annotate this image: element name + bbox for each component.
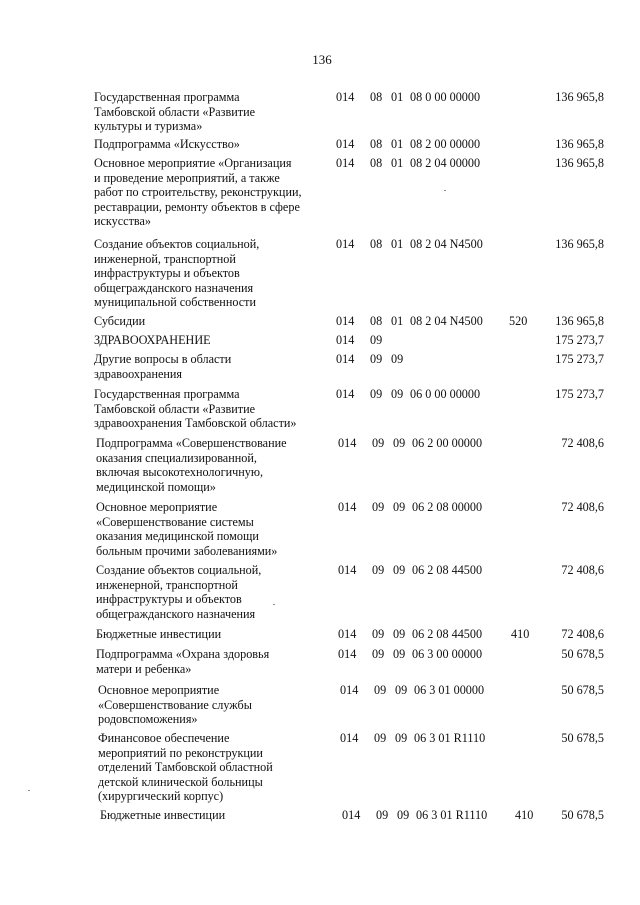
row-description: Бюджетные инвестиции <box>96 627 222 641</box>
target-article-code: 08 0 00 00000 <box>410 90 481 104</box>
vedomstvo-code: 014 <box>336 137 355 151</box>
podrazdel-code: 01 <box>391 137 404 151</box>
row-description: ЗДРАВООХРАНЕНИЕ <box>94 333 211 347</box>
target-article-code: 08 2 04 N4500 <box>410 237 483 251</box>
expense-type-code: 520 <box>509 314 528 328</box>
amount-value: 72 408,6 <box>561 500 604 514</box>
target-article-code: 06 3 01 R1110 <box>414 731 486 745</box>
target-article-code: 06 0 00 00000 <box>410 387 481 401</box>
podrazdel-code: 09 <box>393 436 406 450</box>
podrazdel-code: 01 <box>391 90 404 104</box>
target-article-code: 06 3 00 00000 <box>412 647 483 661</box>
vedomstvo-code: 014 <box>340 683 359 697</box>
amount-value: 50 678,5 <box>561 647 604 661</box>
vedomstvo-code: 014 <box>338 436 357 450</box>
razdel-code: 09 <box>372 563 385 577</box>
razdel-code: 09 <box>374 683 387 697</box>
target-article-code: 06 2 08 44500 <box>412 563 483 577</box>
amount-value: 175 273,7 <box>555 387 604 401</box>
amount-value: 50 678,5 <box>561 731 604 745</box>
target-article-code: 06 2 08 00000 <box>412 500 483 514</box>
vedomstvo-code: 014 <box>336 237 355 251</box>
razdel-code: 09 <box>372 500 385 514</box>
vedomstvo-code: 014 <box>336 387 355 401</box>
razdel-code: 08 <box>370 314 383 328</box>
row-description: Государственная программа Тамбовской области «Развитие культуры и туризма» <box>94 90 256 134</box>
vedomstvo-code: 014 <box>338 500 357 514</box>
podrazdel-code: 01 <box>391 237 404 251</box>
razdel-code: 09 <box>370 333 383 347</box>
razdel-code: 09 <box>376 808 389 822</box>
row-description: Другие вопросы в области здравоохранения <box>94 352 232 381</box>
scan-speck <box>444 190 446 191</box>
razdel-code: 08 <box>370 237 383 251</box>
expense-type-code: 410 <box>511 627 530 641</box>
amount-value: 136 965,8 <box>555 237 604 251</box>
amount-value: 136 965,8 <box>555 156 604 170</box>
target-article-code: 06 3 01 R1110 <box>416 808 488 822</box>
podrazdel-code: 09 <box>393 563 406 577</box>
target-article-code: 08 2 00 00000 <box>410 137 481 151</box>
razdel-code: 08 <box>370 156 383 170</box>
row-description: Создание объектов социальной, инженерной, транспортной инфраструктуры и объектов общегражданского назначения муниципальной собственности <box>94 237 260 310</box>
target-article-code: 08 2 04 00000 <box>410 156 481 170</box>
vedomstvo-code: 014 <box>338 647 357 661</box>
amount-value: 50 678,5 <box>561 808 604 822</box>
razdel-code: 08 <box>370 137 383 151</box>
vedomstvo-code: 014 <box>338 563 357 577</box>
podrazdel-code: 09 <box>391 387 404 401</box>
podrazdel-code: 09 <box>397 808 410 822</box>
amount-value: 72 408,6 <box>561 436 604 450</box>
row-description: Бюджетные инвестиции <box>100 808 226 822</box>
podrazdel-code: 09 <box>391 352 404 366</box>
target-article-code: 06 2 08 44500 <box>412 627 483 641</box>
target-article-code: 06 2 00 00000 <box>412 436 483 450</box>
podrazdel-code: 09 <box>393 627 406 641</box>
vedomstvo-code: 014 <box>336 314 355 328</box>
amount-value: 175 273,7 <box>555 352 604 366</box>
amount-value: 136 965,8 <box>555 137 604 151</box>
podrazdel-code: 09 <box>395 683 408 697</box>
razdel-code: 09 <box>372 647 385 661</box>
vedomstvo-code: 014 <box>336 333 355 347</box>
podrazdel-code: 09 <box>393 647 406 661</box>
razdel-code: 09 <box>372 436 385 450</box>
amount-value: 136 965,8 <box>555 314 604 328</box>
razdel-code: 09 <box>370 387 383 401</box>
podrazdel-code: 01 <box>391 314 404 328</box>
row-description: Подпрограмма «Искусство» <box>94 137 240 151</box>
podrazdel-code: 09 <box>395 731 408 745</box>
row-description: Подпрограмма «Совершенствование оказания специализированной, включая высокотехнологичную, медицинской помощи» <box>96 436 287 494</box>
target-article-code: 08 2 04 N4500 <box>410 314 483 328</box>
amount-value: 175 273,7 <box>555 333 604 347</box>
amount-value: 50 678,5 <box>561 683 604 697</box>
row-description: Основное мероприятие «Совершенствование системы оказания медицинской помощи больным прочими заболеваниями» <box>96 500 278 558</box>
scan-speck <box>28 790 30 791</box>
expense-type-code: 410 <box>515 808 534 822</box>
row-description: Субсидии <box>94 314 146 328</box>
vedomstvo-code: 014 <box>336 352 355 366</box>
page-number: 136 <box>312 52 332 67</box>
row-description: Финансовое обеспечение мероприятий по реконструкции отделений Тамбовской областной детской клинической больницы (хирургический корпус) <box>98 731 273 804</box>
target-article-code: 06 3 01 00000 <box>414 683 485 697</box>
vedomstvo-code: 014 <box>340 731 359 745</box>
row-description: Государственная программа Тамбовской области «Развитие здравоохранения Тамбовской области» <box>94 387 297 431</box>
vedomstvo-code: 014 <box>338 627 357 641</box>
scan-speck <box>273 604 275 605</box>
razdel-code: 08 <box>370 90 383 104</box>
amount-value: 72 408,6 <box>561 563 604 577</box>
razdel-code: 09 <box>372 627 385 641</box>
row-description: Основное мероприятие «Организация и проведение мероприятий, а также работ по строительству, реконструкции, реставрации, ремонту объектов в сфере искусства» <box>94 156 302 229</box>
row-description: Создание объектов социальной, инженерной, транспортной инфраструктуры и объектов общегражданского назначения <box>96 563 262 621</box>
razdel-code: 09 <box>374 731 387 745</box>
vedomstvo-code: 014 <box>336 90 355 104</box>
row-description: Подпрограмма «Охрана здоровья матери и ребенка» <box>96 647 270 676</box>
row-description: Основное мероприятие «Совершенствование службы родовспоможения» <box>98 683 252 727</box>
podrazdel-code: 09 <box>393 500 406 514</box>
razdel-code: 09 <box>370 352 383 366</box>
amount-value: 136 965,8 <box>555 90 604 104</box>
amount-value: 72 408,6 <box>561 627 604 641</box>
podrazdel-code: 01 <box>391 156 404 170</box>
vedomstvo-code: 014 <box>336 156 355 170</box>
vedomstvo-code: 014 <box>342 808 361 822</box>
